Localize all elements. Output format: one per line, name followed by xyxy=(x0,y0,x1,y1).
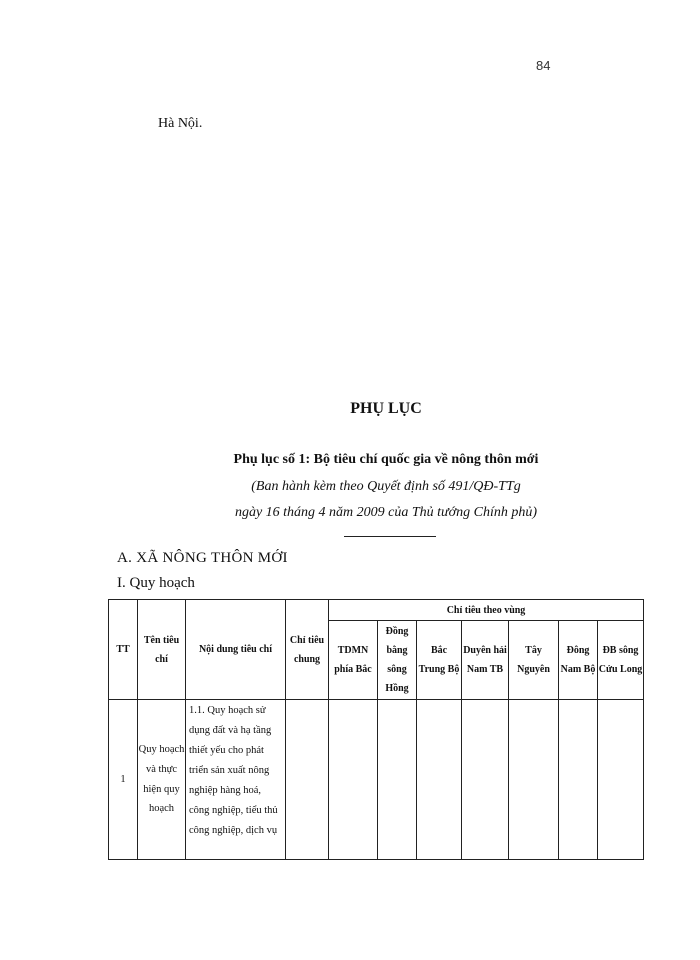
header-region: Bắc Trung Bộ xyxy=(417,621,462,700)
header-ten-tieu-chi: Tên tiêu chí xyxy=(138,600,186,700)
row-noi-dung: 1.1. Quy hoạch sử dụng đất và hạ tầng thiết yếu cho phát triển sản xuất nông nghiệp hàng hoá, công nghiệp, tiểu thủ công nghiệp, dịch vụ xyxy=(186,700,286,860)
row-region-cell xyxy=(598,700,644,860)
section-a-heading: A. XÃ NÔNG THÔN MỚI xyxy=(117,550,288,566)
table-row xyxy=(109,700,644,860)
criteria-table xyxy=(108,599,644,860)
header-region: ĐB sông Cửu Long xyxy=(598,621,644,700)
appendix-note-line-2: ngày 16 tháng 4 năm 2009 của Thủ tướng Chính phủ) xyxy=(234,505,538,520)
header-region: TDMN phía Bắc xyxy=(329,621,378,700)
header-region: Tây Nguyên xyxy=(509,621,559,700)
header-region: Đông Nam Bộ xyxy=(559,621,598,700)
row-ten-tieu-chi: Quy hoạch và thực hiện quy hoạch xyxy=(138,700,186,860)
city-line: Hà Nội. xyxy=(158,116,203,131)
row-region-cell xyxy=(509,700,559,860)
row-region-cell xyxy=(417,700,462,860)
divider-rule xyxy=(344,536,436,537)
page-number: 84 xyxy=(536,58,551,73)
row-chi-tieu-chung xyxy=(286,700,329,860)
row-tt: 1 xyxy=(109,700,138,860)
row-region-cell xyxy=(378,700,417,860)
appendix-subtitle: Phụ lục số 1: Bộ tiêu chí quốc gia về nông thôn mới xyxy=(233,452,539,467)
section-i-heading: I. Quy hoạch xyxy=(117,575,195,591)
row-region-cell xyxy=(559,700,598,860)
header-chi-tieu-theo-vung: Chỉ tiêu theo vùng xyxy=(329,600,644,621)
header-chi-tieu-chung: Chỉ tiêu chung xyxy=(286,600,329,700)
table-header-row-1 xyxy=(109,600,644,621)
appendix-title: PHỤ LỤC xyxy=(350,400,422,417)
header-region: Đồng bằng sông Hồng xyxy=(378,621,417,700)
row-region-cell xyxy=(462,700,509,860)
header-tt: TT xyxy=(109,600,138,700)
appendix-note-line-1: (Ban hành kèm theo Quyết định số 491/QĐ-TTg xyxy=(251,479,521,494)
row-region-cell xyxy=(329,700,378,860)
header-noi-dung: Nội dung tiêu chí xyxy=(186,600,286,700)
header-region: Duyên hải Nam TB xyxy=(462,621,509,700)
